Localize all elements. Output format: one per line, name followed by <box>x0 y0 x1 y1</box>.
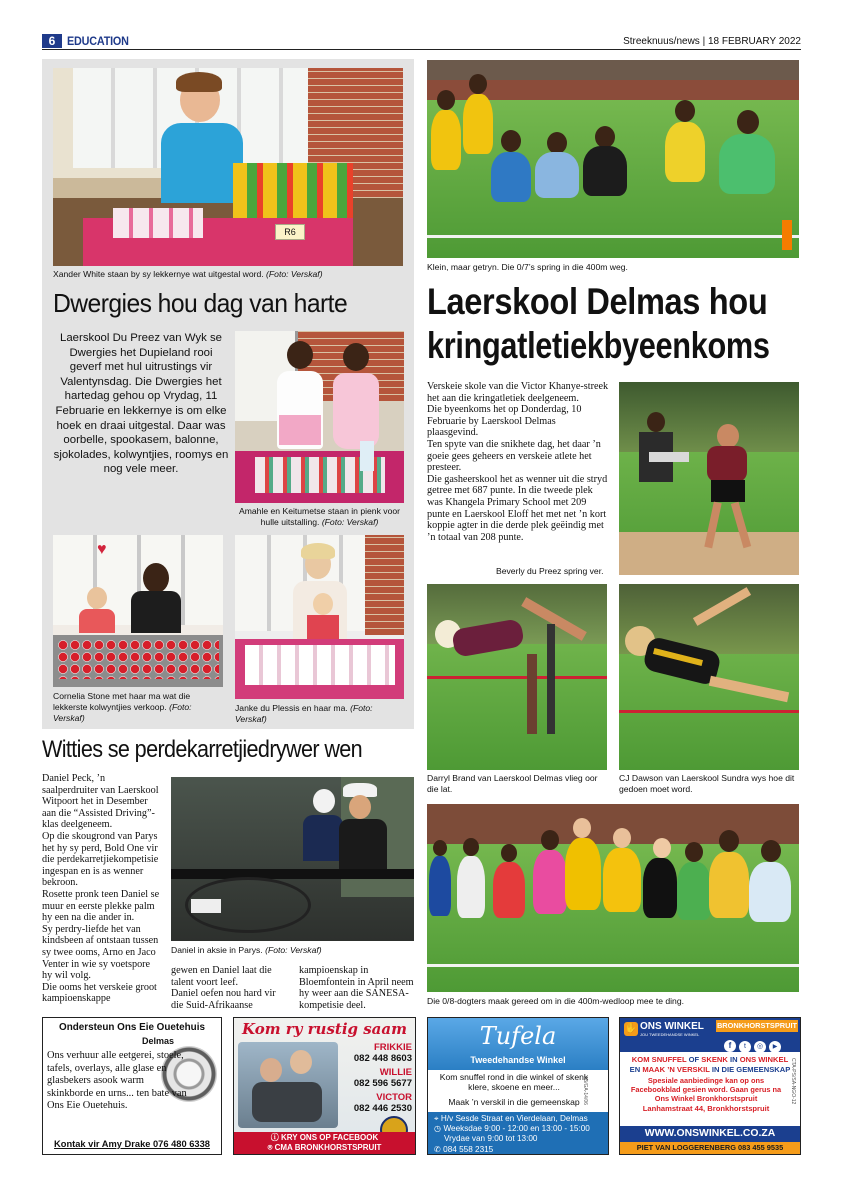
darryl-caption: Darryl Brand van Laerskool Delmas vlieg oor die lat. <box>427 773 598 794</box>
kom-footer <box>234 1132 415 1154</box>
amahle-caption: Amahle en Keitumetse staan in pienk voor hulle uitstalling. (Foto: Verskaf) <box>239 506 400 527</box>
ons-winkel-region: BRONKHORSTSPRUIT <box>716 1021 798 1030</box>
girls-race-photo <box>427 804 799 992</box>
riders-image <box>238 1042 338 1128</box>
ad-tufela <box>427 1017 609 1155</box>
cj-photo <box>619 584 799 770</box>
kom-footer-1: KRY ONS OP FACEBOOK <box>281 1133 379 1142</box>
ad-ouetehuis <box>42 1017 222 1155</box>
ons-winkel-logo: ONS WINKEL <box>640 1021 704 1032</box>
heart-icon: ♥ <box>97 541 107 558</box>
location-icon: ⌖ <box>434 1114 439 1123</box>
publication-date: Streeknuus/news | 18 FEBRUARY 2022 <box>623 36 801 47</box>
ons-winkel-side-code: CTA-PS/SA-NGO-12 <box>790 1058 796 1105</box>
race-start-caption: Klein, maar getryn. Die 0/7’s spring in die 400m weg. <box>427 262 628 272</box>
athletics-headline-line1: Laerskool Delmas hou <box>427 281 768 322</box>
amahle-photo <box>235 331 404 503</box>
ouetehuis-body: Ons verhuur alle eetgerei, stoele, tafels, overlays, alle glase en glasbekers asook warm skinkborde en urns... ten bate van Ons Eie Ouetehuis. <box>47 1050 187 1112</box>
page-number-badge: 6 <box>42 34 62 48</box>
tufela-address: H/v Sesde Straat en Vierdelaan, Delmas <box>440 1114 588 1123</box>
ons-winkel-line2: EN MAAK ’N VERSKIL IN DIE GEMEENSKAP <box>629 1065 791 1074</box>
cj-caption: CJ Dawson van Laerskool Sundra wys hoe dit gedoen moet word. <box>619 773 795 794</box>
darryl-photo <box>427 584 607 770</box>
section-label: EDUCATION <box>67 34 129 48</box>
witties-headline: Witties se perdekarretjiedrywer wen <box>42 736 363 763</box>
price-sign: R6 <box>275 224 305 240</box>
tufela-hours-1: Weeksdae 9:00 - 12:00 en 13:00 - 15:00 <box>443 1124 590 1134</box>
ons-winkel-url[interactable]: WWW.ONSWINKEL.CO.ZA <box>620 1126 800 1142</box>
janke-caption: Janke du Plessis en haar ma. (Foto: Verskaf) <box>235 703 373 724</box>
ouetehuis-contact: Kontak vir Amy Drake 076 480 6338 <box>54 1139 210 1150</box>
dwergies-body: Laerskool Du Preez van Wyk se Dwergies het Dupieland rooi geverf met hul uitrustings vir Valentynsdag. Die Dwergies het hartedag gehou op Vrydag, 11 Februarie en lekkernye is om elke hoek en draai uitgestal. Daar was oorbelle, spookasem, balonne, sjokolades, kolwyntjies, roomys en nog vele meer. <box>53 332 229 476</box>
kom-phone-1: 082 448 8603 <box>353 1053 412 1064</box>
ons-winkel-line3: Spesiale aanbiedinge kan op ons Facebookblad gesien word. Gaan gerus na Ons Winkel Bronkhorstspruit <box>630 1076 782 1104</box>
info-icon: ⓘ <box>270 1133 279 1142</box>
twitter-icon[interactable]: t <box>739 1041 751 1053</box>
daniel-photo <box>171 777 414 941</box>
social-icons <box>724 1035 794 1049</box>
cornelia-photo <box>53 535 223 687</box>
location-icon: ⌾ <box>267 1143 273 1152</box>
ons-winkel-line1: KOM SNUFFEL OF SKENK IN ONS WINKEL <box>631 1055 789 1064</box>
long-jump-photo <box>619 382 799 575</box>
kom-name-3: VICTOR <box>376 1092 412 1103</box>
long-jump-caption: Beverly du Preez spring ver. <box>496 566 604 576</box>
ons-winkel-logo-icon: ✋ <box>624 1023 638 1034</box>
race-start-photo <box>427 60 799 258</box>
kom-phone-2: 082 596 5677 <box>353 1078 412 1089</box>
tufela-tagline: Tweedehandse Winkel <box>470 1055 566 1065</box>
phone-icon: ✆ <box>434 1144 441 1154</box>
ad-kom-ry <box>233 1017 416 1155</box>
facebook-icon[interactable]: f <box>724 1040 736 1052</box>
kom-phone-3: 082 446 2530 <box>353 1103 412 1114</box>
ouetehuis-subtitle: Delmas <box>141 1036 175 1046</box>
athletics-headline-line2: kringatletiekbyeenkoms <box>427 325 770 366</box>
header-rule <box>42 49 801 50</box>
clock-icon: ◷ <box>434 1124 442 1134</box>
tufela-hours-2: Vrydae van 9:00 tot 13:00 <box>444 1134 538 1144</box>
tufela-line2: Maak ’n verskil in die gemeenskap <box>448 1097 580 1107</box>
xander-photo <box>53 68 403 266</box>
publication-name: Streeknuus/news <box>623 36 700 47</box>
tufela-logo: Tufela <box>479 1022 557 1050</box>
youtube-icon[interactable]: ▶ <box>769 1041 781 1053</box>
dwergies-headline: Dwergies hou dag van harte <box>53 288 348 318</box>
athletics-headline <box>427 280 799 368</box>
witties-col2: gewen en Daniel laat die talent voort leef. Daniel oefen nou hard vir die Suid-Afrikaanse <box>171 965 276 1011</box>
cornelia-caption: Cornelia Stone met haar ma wat die lekkerste kolwyntjies verkoop. (Foto: Verskaf) <box>53 691 192 723</box>
kom-name-1: FRIKKIE <box>374 1042 412 1053</box>
athletics-body: Verskeie skole van die Victor Khanye-streek het aan die kringatletiek deelgeneem. Die byeenkoms het op Donderdag, 10 Februarie by Laerskool Delmas plaasgevind. Ten spyte van die snikhete dag, het daar ’n goeie gees geheers en verskeie atlete het presteer. Die gasheerskool het as wenner uit die stryd getree met 687 punte. In die tweede plek was Khangela Primary School met 209 punte en Laerskool Eloff het met net ’n kort koppie agter in die derde plek geëindig met ’n totaal van 208 punte. <box>427 381 609 543</box>
ons-winkel-address: Lanhamstraat 44, Bronkhorstspruit <box>642 1104 770 1113</box>
page-header <box>42 34 801 49</box>
issue-date: 18 FEBRUARY 2022 <box>707 36 801 47</box>
kom-name-2: WILLIE <box>379 1067 412 1078</box>
tufela-line1: Kom snuffel rond in die winkel of skenk klere, skoene en meer... <box>439 1072 589 1093</box>
tufela-phone: 084 558 2315 <box>443 1144 494 1154</box>
tufela-side-code: A5/GA-14/06 <box>582 1076 588 1105</box>
kom-footer-2: CMA BRONKHORSTSPRUIT <box>274 1143 382 1152</box>
girls-race-caption: Die 0/8-dogters maak gereed om in die 400m-wedloop mee te ding. <box>427 996 685 1006</box>
ouetehuis-title: Ondersteun Ons Eie Ouetehuis <box>59 1022 205 1033</box>
ad-ons-winkel <box>619 1017 801 1155</box>
witties-col1: Daniel Peck, ’n saalperdruiter van Laerskool Witpoort het in Desember aan die “Assisted Driving”-klas deelgeneem. Op die skougrond van Parys het hy sy perd, Bold One vir die perdekarretjiekompetisie ingespan en is as wenner bekroon. Rosette pronk teen Daniel se muur en eerste plekke palm hy een na die ander in. Sy perdry-liefde het van kindsbeen af ontstaan tussen sy twee ooms, Arno en Jaco Venter in wie sy voetspore hy wil volg. Die ooms het verskeie groot kampioenskappe <box>42 773 160 1005</box>
instagram-icon[interactable]: ◎ <box>754 1041 766 1053</box>
witties-col3: kampioenskap in Bloemfontein in April neem hy weer aan die SANESA-kompetisie deel. <box>299 965 414 1011</box>
janke-photo <box>235 535 404 699</box>
daniel-caption: Daniel in aksie in Parys. (Foto: Verskaf) <box>171 945 322 955</box>
kom-ry-title: Kom ry rustig saam <box>242 1020 407 1038</box>
ons-winkel-contact: PIET VAN LOGGERENBERG 083 455 9535 <box>620 1142 800 1154</box>
ons-winkel-logo-sub: JOU TWEEDEHANDSE WINKEL <box>640 1032 700 1037</box>
xander-caption: Xander White staan by sy lekkernye wat uitgestal word. (Foto: Verskaf) <box>53 269 323 279</box>
